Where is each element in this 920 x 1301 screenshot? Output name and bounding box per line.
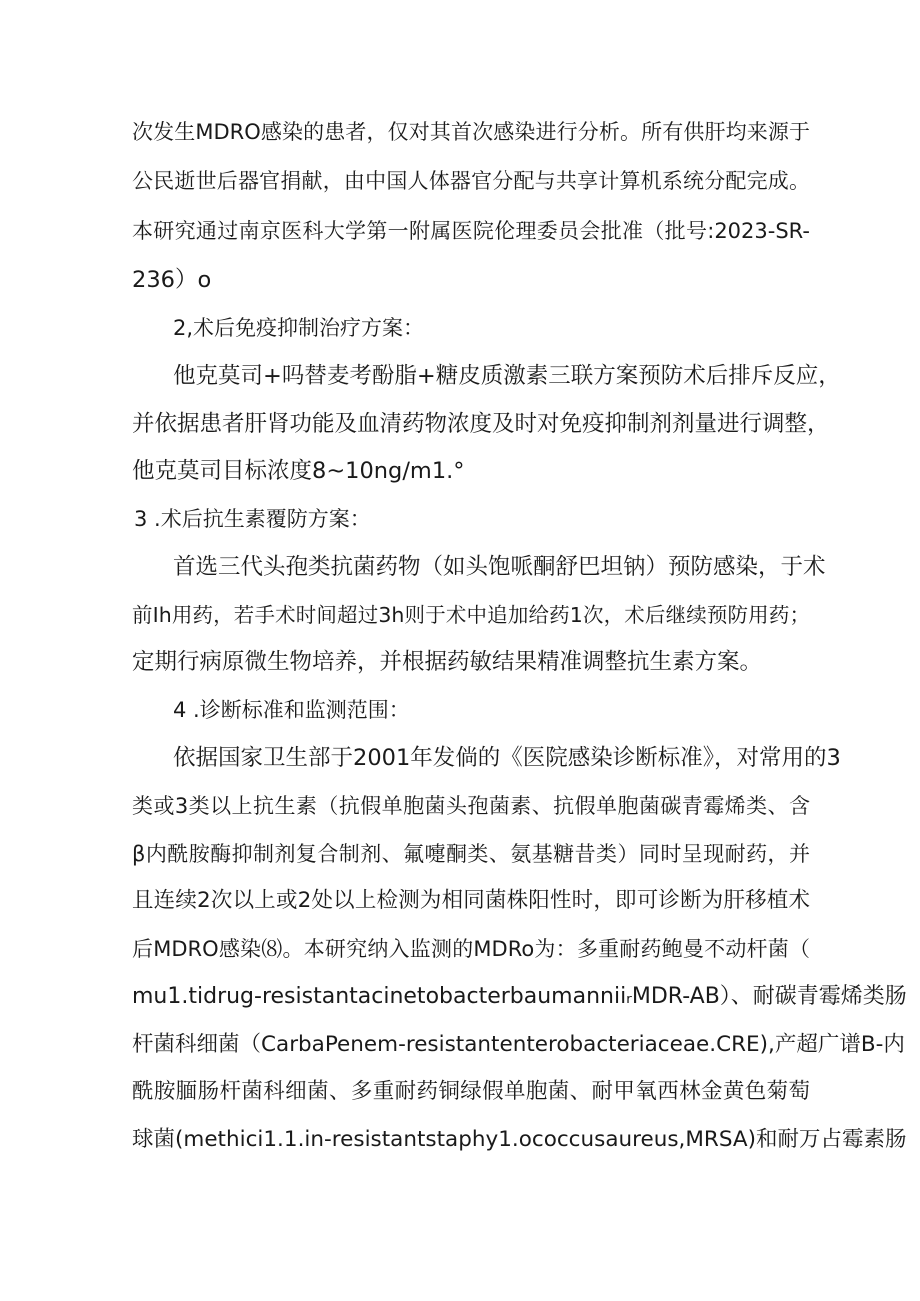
paragraph-line: 他克莫司目标浓度8~10ng∕m1.°: [132, 458, 465, 484]
paragraph-line: 本研究通过南京医科大学第一附属医院伦理委员会批准（批号:2023-SR-: [132, 219, 810, 243]
section-heading-2: 2,术后免疫抑制治疗方案：: [173, 316, 425, 340]
paragraph-line: 球菌(methici1.1.in-resistantstaphy1.ococcusaureus,MRSA)和耐万占霉素肠: [132, 1127, 907, 1152]
paragraph-line: 236）o: [132, 267, 212, 293]
paragraph-line: 且连续2次以上或2处以上检测为相同菌株阳性时，即可诊断为肝移植术: [132, 888, 810, 913]
paragraph-line: 杆菌科细菌（CarbaPenem-resistantenterobacteriaceae.CRE),产超广谱B-内: [132, 1032, 905, 1057]
paragraph-line: 类或3类以上抗生素（抗假单胞菌头孢菌素、抗假单胞菌碳青霉烯类、含: [132, 794, 810, 818]
paragraph-line: 后MDRO感染⑻。本研究纳入监测的MDRo为：多重耐药鲍曼不动杆菌（: [132, 937, 810, 961]
paragraph-line: mu1.tidrug-resistantacinetobacterbaumanniiᵣMDR-AB）、耐碳青霉烯类肠: [132, 984, 907, 1009]
paragraph-line: 依据国家卫生部于2001年发倘的《医院感染诊断标准》，对常用的3: [173, 745, 841, 771]
paragraph-line: 定期行病原微生物培养，并根据药敏结果精准调整抗生素方案。: [132, 649, 763, 675]
paragraph-line: 他克莫司+吗替麦考酚脂+糖皮质激素三联方案预防术后排斥反应，: [173, 363, 841, 389]
paragraph-line: 次发生MDRO感染的患者，仅对其首次感染进行分析。所有供肝均来源于: [132, 120, 810, 144]
section-heading-3: 3 .术后抗生素覆防方案：: [134, 507, 371, 531]
paragraph-line: 首选三代头孢类抗菌药物（如头饱哌酮舒巴坦钠）预防感染，于术: [173, 554, 826, 580]
paragraph-line: 并依据患者肝肾功能及血清药物浓度及时对免疫抑制剂剂量进行调整，: [132, 411, 830, 437]
paragraph-line: β内酰胺酶抑制剂复合制剂、氟嚏酮类、氨基糖昔类）同时呈现耐药，并: [132, 842, 810, 866]
paragraph-line: 前Ih用药，若手术时间超过3h则于术中追加给药1次，术后继续预防用药；: [132, 603, 810, 627]
paragraph-line: 酰胺腼肠杆菌科细菌、多重耐药铜绿假单胞菌、耐甲氧西林金黄色菊萄: [132, 1079, 810, 1104]
section-heading-4: 4 .诊断标准和监测范围：: [173, 698, 410, 722]
paragraph-line: 公民逝世后器官捐献，由中国人体器官分配与共享计算机系统分配完成。: [132, 169, 810, 193]
